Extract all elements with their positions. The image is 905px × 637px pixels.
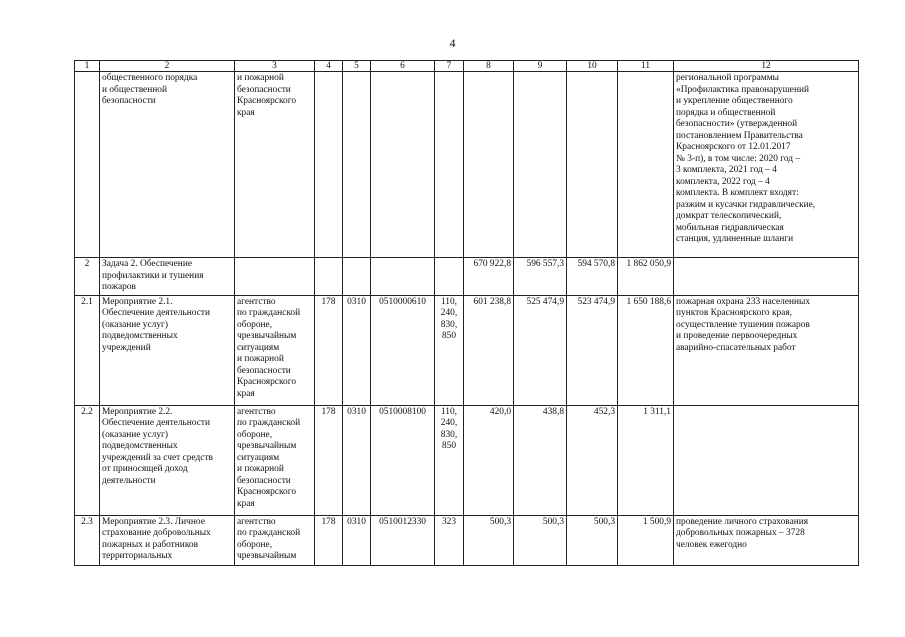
section-code-cell — [343, 72, 371, 258]
target-article-cell — [371, 72, 435, 258]
table-row — [75, 515, 859, 565]
measure-name-cell: Мероприятие 2.1. Обеспечение деятельности (оказание услуг) подведомственных учреждений — [100, 295, 235, 405]
amount-2022-cell — [567, 72, 618, 258]
column-header: 1 — [75, 61, 100, 72]
grbs-code-cell — [315, 72, 343, 258]
program-table — [74, 60, 859, 566]
executor-cell: и пожарной безопасности Красноярского края — [235, 72, 315, 258]
amount-total-cell: 1 311,1 — [618, 405, 674, 515]
row-number-cell: 2.2 — [75, 405, 100, 515]
amount-2020-cell: 420,0 — [464, 405, 514, 515]
section-code-cell: 0310 — [343, 515, 371, 565]
table-row — [75, 295, 859, 405]
table-header-row — [75, 61, 859, 72]
row-number-cell: 2.3 — [75, 515, 100, 565]
amount-2021-cell: 525 474,9 — [514, 295, 567, 405]
amount-2020-cell: 500,3 — [464, 515, 514, 565]
column-header: 11 — [618, 61, 674, 72]
amount-2022-cell: 594 570,8 — [567, 258, 618, 296]
row-number-cell: 2 — [75, 258, 100, 296]
expected-result-cell: региональной программы «Профилактика правонарушений и укрепление общественного порядка и общественной безопасности» (утвержденной постановлением Правительства Красноярского от 12.01.2017 № 3-п), в том числе: 2020 год – 3 комплекта, 2021 год – 4 комплекта, 2022 год – 4 комплекта. В комплект входят: разжим и кусачки гидравлические, домкрат телескопический, мобильная гидравлическая станция, удлиненные шланги — [674, 72, 859, 258]
table-row — [75, 72, 859, 258]
amount-2022-cell: 500,3 — [567, 515, 618, 565]
grbs-code-cell: 178 — [315, 405, 343, 515]
column-header: 8 — [464, 61, 514, 72]
expected-result-cell: проведение личного страхования добровольных пожарных – 3728 человек ежегодно — [674, 515, 859, 565]
amount-2021-cell: 500,3 — [514, 515, 567, 565]
measure-name-cell: общественного порядка и общественной безопасности — [100, 72, 235, 258]
target-article-cell — [371, 258, 435, 296]
amount-2020-cell: 601 238,8 — [464, 295, 514, 405]
column-header: 3 — [235, 61, 315, 72]
measure-name-cell: Мероприятие 2.3. Личное страхование добровольных пожарных и работников территориальных — [100, 515, 235, 565]
amount-total-cell: 1 650 188,6 — [618, 295, 674, 405]
expected-result-cell: пожарная охрана 233 населенных пунктов Красноярского края, осуществление тушения пожаров и проведение первоочередных аварийно-спасательных работ — [674, 295, 859, 405]
target-article-cell: 0510000610 — [371, 295, 435, 405]
section-code-cell — [343, 258, 371, 296]
amount-total-cell — [618, 72, 674, 258]
column-header: 6 — [371, 61, 435, 72]
column-header: 12 — [674, 61, 859, 72]
column-header: 2 — [100, 61, 235, 72]
row-number-cell: 2.1 — [75, 295, 100, 405]
executor-cell: агентство по гражданской обороне, чрезвычайным ситуациям и пожарной безопасности Красноярского края — [235, 295, 315, 405]
amount-2021-cell: 438,8 — [514, 405, 567, 515]
grbs-code-cell: 178 — [315, 515, 343, 565]
column-header: 4 — [315, 61, 343, 72]
column-header: 9 — [514, 61, 567, 72]
table-row — [75, 405, 859, 515]
amount-2022-cell: 452,3 — [567, 405, 618, 515]
expense-type-cell — [435, 72, 464, 258]
executor-cell: агентство по гражданской обороне, чрезвычайным ситуациям и пожарной безопасности Красноярского края — [235, 405, 315, 515]
column-header: 5 — [343, 61, 371, 72]
expense-type-cell: 110, 240, 830, 850 — [435, 405, 464, 515]
measure-name-cell: Задача 2. Обеспечение профилактики и тушения пожаров — [100, 258, 235, 296]
executor-cell — [235, 258, 315, 296]
section-code-cell: 0310 — [343, 295, 371, 405]
column-header: 10 — [567, 61, 618, 72]
amount-2021-cell: 596 557,3 — [514, 258, 567, 296]
row-number-cell — [75, 72, 100, 258]
expected-result-cell — [674, 258, 859, 296]
executor-cell: агентство по гражданской обороне, чрезвычайным — [235, 515, 315, 565]
amount-total-cell: 1 862 050,9 — [618, 258, 674, 296]
expense-type-cell: 110, 240, 830, 850 — [435, 295, 464, 405]
expense-type-cell: 323 — [435, 515, 464, 565]
amount-total-cell: 1 500,9 — [618, 515, 674, 565]
column-header: 7 — [435, 61, 464, 72]
expected-result-cell — [674, 405, 859, 515]
amount-2021-cell — [514, 72, 567, 258]
page-number: 4 — [449, 36, 456, 50]
measure-name-cell: Мероприятие 2.2. Обеспечение деятельности (оказание услуг) подведомственных учреждений за счет средств от приносящей доход деятельности — [100, 405, 235, 515]
grbs-code-cell — [315, 258, 343, 296]
amount-2020-cell — [464, 72, 514, 258]
grbs-code-cell: 178 — [315, 295, 343, 405]
table-row — [75, 258, 859, 296]
section-code-cell: 0310 — [343, 405, 371, 515]
amount-2020-cell: 670 922,8 — [464, 258, 514, 296]
target-article-cell: 0510012330 — [371, 515, 435, 565]
amount-2022-cell: 523 474,9 — [567, 295, 618, 405]
target-article-cell: 0510008100 — [371, 405, 435, 515]
expense-type-cell — [435, 258, 464, 296]
